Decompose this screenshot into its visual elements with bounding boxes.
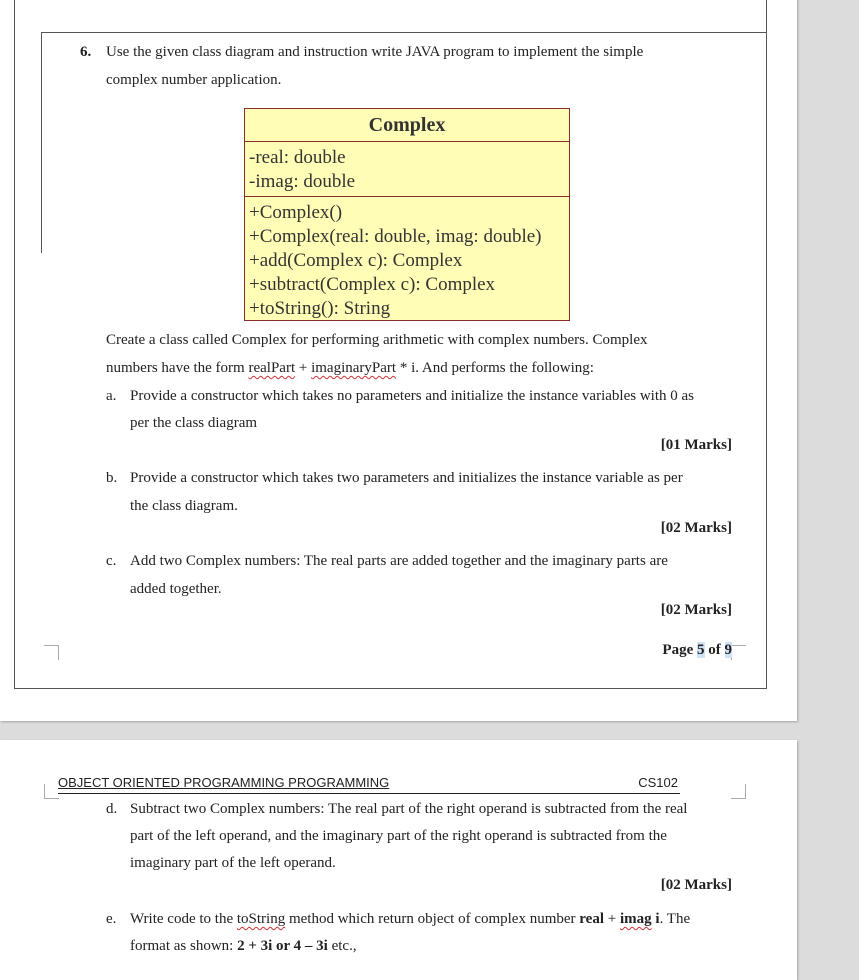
item-b-line-1: Provide a constructor which takes two parameters and initializes the instance variable as per [130,470,683,486]
text: . The [659,911,691,927]
text: numbers have the form [106,360,249,376]
intro-line: Use the given class diagram and instruction write JAVA program to implement the simple [106,44,644,60]
uml-method: +Complex() [249,202,343,223]
item-a-line-2: per the class diagram [130,415,258,431]
uml-attribute: -imag: double [249,171,356,192]
text: etc., [327,938,357,954]
page-number [560,642,732,659]
page-header [58,775,680,794]
item-d-line-2: part of the left operand, and the imaginary part of the right operand is subtracted from the [130,828,667,844]
margin-corner-mark [731,784,746,799]
item-b-line-2: the class diagram. [130,498,238,514]
text: Write code to the [130,911,237,927]
text: of [704,642,725,658]
item-e-line-2 [130,932,357,960]
text: + [604,911,620,927]
item-letter: e. [106,911,117,927]
uml-class-name: Complex [245,109,569,142]
uml-method: +Complex(real: double, imag: double) [249,226,542,247]
item-letter: a. [106,388,117,404]
intro-line-2: complex number application. [106,72,282,88]
item-b-marks: [02 Marks] [660,520,732,536]
margin-corner-mark [44,784,59,799]
item-a-line-1: Provide a constructor which takes no parameters and initialize the instance variables with 0 as [130,388,694,404]
uml-method: +subtract(Complex c): Complex [249,274,496,295]
item-c-line-1: Add two Complex numbers: The real parts are added together and the imaginary parts are [130,553,668,569]
item-d-line-3: imaginary part of the left operand. [130,855,336,871]
spellcheck-word[interactable]: imag [619,911,652,927]
spellcheck-word[interactable]: realPart [248,360,296,376]
uml-class-diagram [244,108,570,321]
item-c-marks: [02 Marks] [660,602,732,618]
text: format as shown: [130,938,238,954]
text: * i. And performs the following: [396,360,594,376]
text: + [295,360,312,376]
header-course-title: OBJECT ORIENTED PROGRAMMING PROGRAMMING [58,775,390,790]
uml-attribute: -real: double [249,147,346,168]
margin-corner-mark [731,645,746,660]
text-bold: real [579,911,605,927]
text: Page [662,642,697,658]
uml-method: +add(Complex c): Complex [249,250,463,271]
item-d-marks: [02 Marks] [660,877,732,893]
uml-method: +toString(): String [249,298,391,319]
header-course-code: CS102 [638,775,678,790]
item-a-marks: [01 Marks] [660,437,732,453]
page-field: 9 [724,642,732,658]
item-letter: c. [106,553,117,569]
text-bold: i [651,911,660,927]
item-letter: b. [106,470,118,486]
item-e-line-1 [130,905,732,933]
item-c-line-2: added together. [130,581,222,597]
spellcheck-word[interactable]: toString [236,911,286,927]
uml-methods [245,197,569,321]
item-d-line-1: Subtract two Complex numbers: The real part of the right operand is subtracted from the real [130,801,688,817]
page-field: 5 [697,642,705,658]
text: method which return object of complex number [285,911,580,927]
spellcheck-word[interactable]: imaginaryPart [311,360,397,376]
description-line-2 [106,354,732,382]
question-intro [80,38,732,66]
question-number: 6. [80,44,92,60]
description-line-1: Create a class called Complex for performing arithmetic with complex numbers. Complex [106,332,648,348]
text-bold: 2 + 3i or 4 – 3i [237,938,328,954]
item-letter: d. [106,801,118,817]
margin-corner-mark [44,645,59,660]
uml-attributes [245,142,569,197]
